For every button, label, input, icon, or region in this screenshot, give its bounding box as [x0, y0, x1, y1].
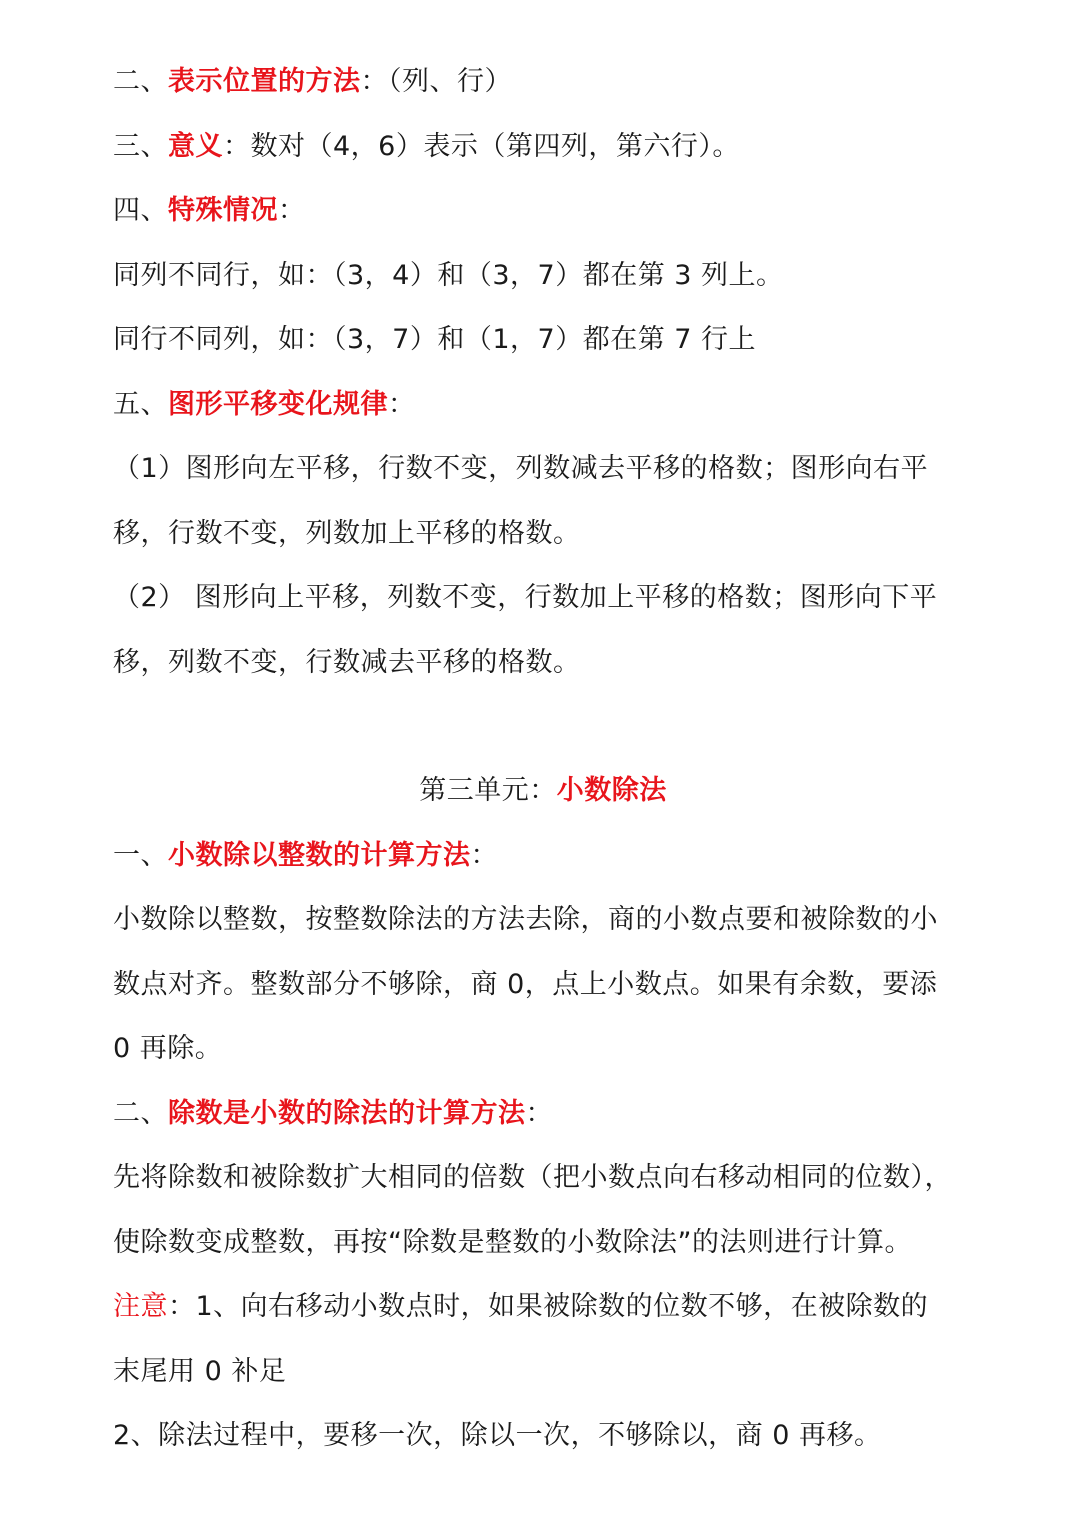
note-text: ：1、向右移动小数点时，如果被除数的位数不够，在被除数的 [168, 1291, 929, 1322]
paragraph-line: （2） 图形向上平移，列数不变，行数加上平移的格数；图形向下平 [113, 582, 938, 613]
section-translation-rules [113, 373, 973, 438]
section-text: ： [470, 839, 498, 871]
paragraph-line: （1）图形向左平移，行数不变，列数减去平移的格数；图形向右平 [113, 453, 929, 484]
document-page [113, 50, 973, 1469]
paragraph-line: 移，列数不变，行数减去平移的格数。 [113, 646, 581, 678]
section-divisor-decimal [113, 1082, 973, 1147]
section-number: 五、 [113, 388, 168, 420]
paragraph-line: 同列不同行，如：（3，4）和（3，7）都在第 3 列上。 [113, 259, 784, 291]
section-text: ： [278, 195, 306, 226]
paragraph-line: 同行不同列，如：（3，7）和（1，7）都在第 7 行上 [113, 324, 757, 355]
section-title: 特殊情况 [168, 195, 278, 226]
paragraph-line: 小数除以整数，按整数除法的方法去除，商的小数点要和被除数的小 [113, 904, 938, 935]
paragraph-line: 0 再除。 [113, 1033, 223, 1064]
section-special-cases [113, 179, 973, 244]
section-position-method [113, 50, 973, 115]
section-title: 图形平移变化规律 [168, 388, 388, 420]
section-text: ： [525, 1097, 553, 1129]
section-text: ：（列、行） [360, 66, 512, 97]
unit-heading-title: 小数除法 [556, 775, 667, 806]
section-text: ： [388, 388, 416, 420]
section-title: 意义 [168, 130, 223, 162]
section-title: 小数除以整数的计算方法 [168, 839, 471, 871]
section-title: 表示位置的方法 [168, 66, 361, 97]
section-number: 四、 [113, 195, 168, 226]
note-line [113, 1275, 973, 1340]
section-number: 二、 [113, 66, 168, 97]
note-label: 注意 [113, 1291, 168, 1322]
section-meaning [113, 115, 973, 180]
unit-heading [113, 759, 973, 824]
paragraph-line: 移，行数不变，列数加上平移的格数。 [113, 517, 581, 549]
paragraph-line: 先将除数和被除数扩大相同的倍数（把小数点向右移动相同的位数）， [113, 1162, 952, 1193]
paragraph-line: 2、除法过程中，要移一次，除以一次，不够除以，商 0 再移。 [113, 1420, 882, 1451]
section-title: 除数是小数的除法的计算方法 [168, 1097, 526, 1129]
section-text: ：数对（4，6）表示（第四列，第六行）。 [223, 130, 740, 162]
section-number: 一、 [113, 839, 168, 871]
paragraph-line: 数点对齐。整数部分不够除，商 0，点上小数点。如果有余数，要添 [113, 968, 938, 1000]
spacer [113, 695, 973, 759]
section-number: 三、 [113, 130, 168, 162]
unit-heading-prefix: 第三单元： [419, 775, 557, 806]
section-number: 二、 [113, 1097, 168, 1129]
paragraph-line: 使除数变成整数，再按“除数是整数的小数除法”的法则进行计算。 [113, 1226, 912, 1258]
section-decimal-by-integer [113, 824, 973, 889]
paragraph-line: 末尾用 0 补足 [113, 1355, 287, 1387]
